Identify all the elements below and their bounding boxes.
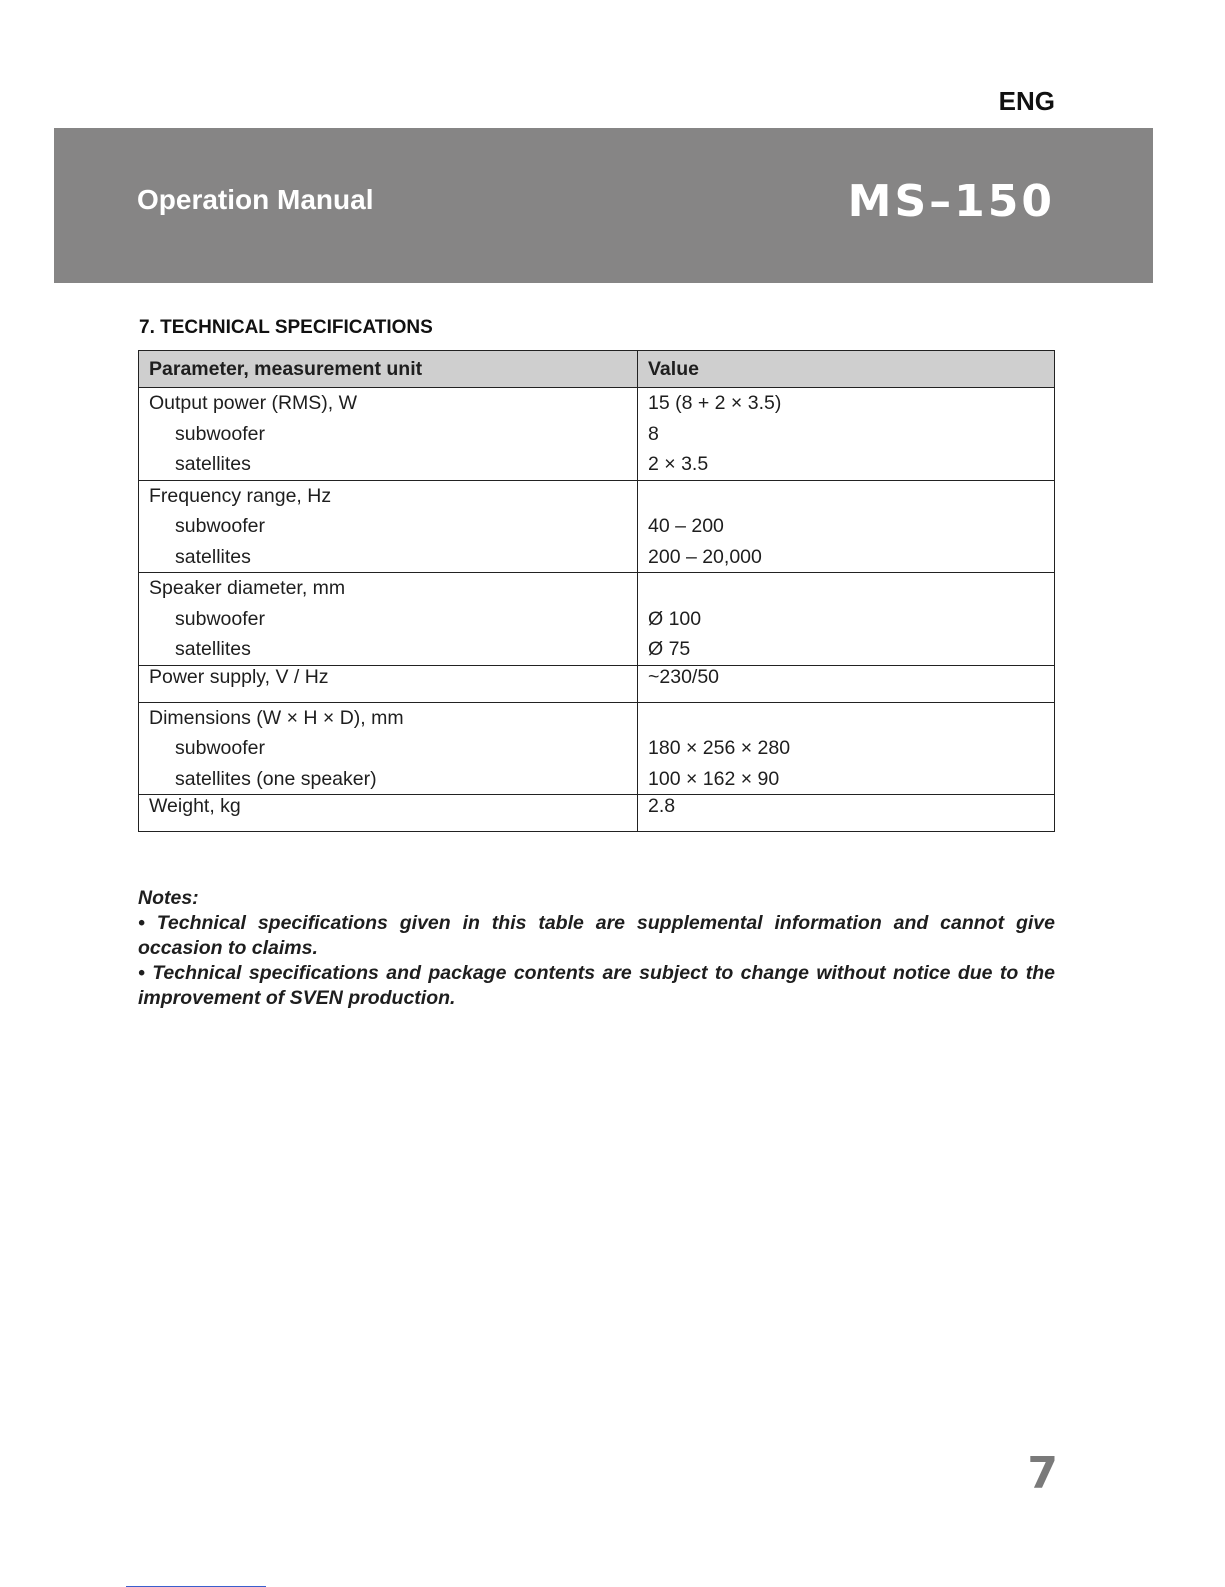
value-text: 180 × 256 × 280 bbox=[648, 737, 791, 759]
value-cell: 2.8 bbox=[638, 795, 1055, 832]
specifications-table bbox=[138, 350, 1055, 832]
note-item: • Technical specifications given in this table are supplemental information and cannot give occasion to claims. bbox=[138, 912, 1055, 959]
table-row bbox=[139, 480, 1055, 573]
parameter-label: Speaker diameter, mm bbox=[149, 577, 346, 599]
notes-heading: Notes: bbox=[138, 887, 199, 909]
parameter-cell: Power supply, V / Hz bbox=[139, 665, 638, 702]
parameter-label: Frequency range, Hz bbox=[149, 484, 332, 507]
parameter-cell bbox=[139, 388, 638, 481]
value-text: 8 bbox=[648, 422, 659, 445]
page-number: 7 bbox=[1027, 1448, 1058, 1499]
value-text: 200 – 20,000 bbox=[648, 545, 762, 568]
manual-title: Operation Manual bbox=[137, 184, 374, 215]
value-text: Ø 75 bbox=[648, 638, 691, 660]
parameter-sub-label: subwoofer bbox=[175, 515, 265, 537]
table-row bbox=[139, 388, 1055, 481]
model-name: MS–150 bbox=[847, 176, 1055, 227]
value-cell: ~230/50 bbox=[638, 665, 1055, 702]
table-row bbox=[139, 665, 1055, 702]
parameter-cell: Weight, kg bbox=[139, 795, 638, 832]
parameter-sub-label: satellites bbox=[175, 545, 251, 568]
value-text: 100 × 162 × 90 bbox=[648, 767, 780, 790]
note-item: • Technical specifications and package contents are subject to change without notice due to the improvement of SVEN production. bbox=[138, 962, 1055, 1009]
section-title: 7. TECHNICAL SPECIFICATIONS bbox=[139, 317, 433, 338]
table-row bbox=[139, 795, 1055, 832]
value-text bbox=[648, 703, 1044, 734]
value-text: Ø 100 bbox=[648, 607, 702, 630]
value-cell bbox=[638, 480, 1055, 573]
value-text: 15 (8 + 2 × 3.5) bbox=[648, 392, 782, 414]
parameter-cell bbox=[139, 702, 638, 795]
parameter-sub-label: satellites bbox=[175, 453, 251, 475]
parameter-sub-label: satellites bbox=[175, 638, 251, 660]
parameter-cell bbox=[139, 480, 638, 573]
value-text: 2 × 3.5 bbox=[648, 453, 709, 475]
column-header-parameter: Parameter, measurement unit bbox=[139, 351, 638, 388]
value-cell bbox=[638, 573, 1055, 666]
table-row bbox=[139, 573, 1055, 666]
parameter-cell bbox=[139, 573, 638, 666]
parameter-sub-label: subwoofer bbox=[175, 607, 265, 630]
value-cell bbox=[638, 388, 1055, 481]
parameter-sub-label: subwoofer bbox=[175, 737, 265, 759]
table-row bbox=[139, 702, 1055, 795]
value-text bbox=[648, 573, 1044, 604]
value-text bbox=[648, 481, 1044, 512]
language-label: ENG bbox=[998, 86, 1055, 116]
column-header-value: Value bbox=[638, 351, 1055, 388]
table-header-row bbox=[139, 351, 1055, 388]
notes-block bbox=[138, 886, 1055, 1011]
value-text: 40 – 200 bbox=[648, 515, 724, 537]
parameter-sub-label: subwoofer bbox=[175, 422, 265, 445]
parameter-sub-label: satellites (one speaker) bbox=[175, 767, 377, 790]
value-cell bbox=[638, 702, 1055, 795]
parameter-label: Output power (RMS), W bbox=[149, 392, 358, 414]
parameter-label: Dimensions (W × H × D), mm bbox=[149, 706, 404, 729]
